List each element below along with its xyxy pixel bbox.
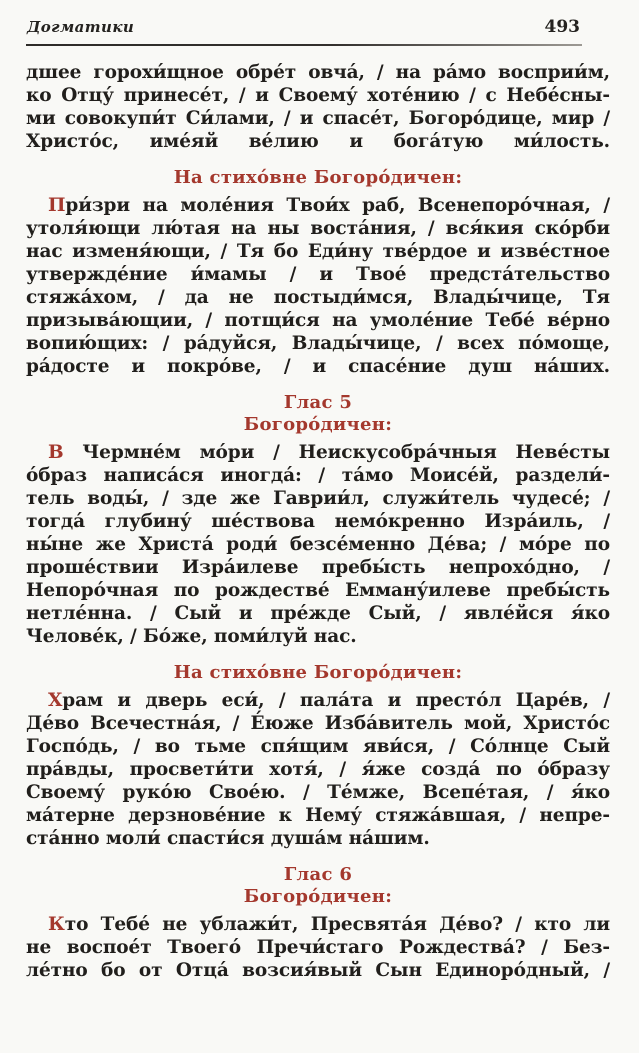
hymn-paragraph — [26, 689, 610, 850]
heading-line: На стихо́вне Богоро́дичен: — [173, 167, 463, 188]
heading-line: Богоро́дичен: — [243, 886, 393, 907]
text-line: При́зри на моле́ния Твои́х раб, Всенепоро́чная, / — [48, 195, 610, 216]
heading-line: Богоро́дичен: — [243, 414, 393, 435]
text-line: тель воды́, / зде же Гаврии́л, служи́тель чудесе́; / — [26, 488, 610, 509]
text-line: ны́не же Христа́ роди́ безсе́менно Де́ва; / мо́ре по — [26, 534, 610, 555]
section-heading — [26, 662, 610, 684]
text-line: нетле́нна. / Сый и пре́жде Сый, / явле́йся я́ко — [26, 603, 610, 624]
red-initial-letter: П — [48, 195, 66, 216]
hymn-paragraph — [26, 441, 610, 648]
text-line: Своему́ руко́ю Свое́ю. / Те́мже, Всепе́тая, / я́ко — [26, 782, 610, 803]
text-line: нас изменя́ющи, / Тя бо Еди́ну тве́рдое и изве́стное — [26, 241, 610, 262]
text-line: о́браз написа́ся иногда́: / та́мо Моисе́й, раздели́- — [26, 465, 610, 486]
hymn-paragraph — [26, 194, 610, 378]
text-line: Храм и дверь еси́, / пала́та и престо́л Царе́в, / — [48, 690, 610, 711]
heading-line: Глас 6 — [283, 864, 353, 885]
hymn-paragraph — [26, 61, 610, 153]
red-initial-letter: Х — [48, 690, 63, 711]
text-line: проше́ствии Изра́илеве пребы́сть непрохо́дно, / — [26, 557, 610, 578]
text-line: Кто Тебе́ не ублажи́т, Пресвята́я Де́во? / кто ли — [48, 914, 610, 935]
text-line: Госпо́дь, / во тьме спя́щим яви́ся, / Со́лнце Сый — [26, 736, 610, 757]
text-line: ко Отцу́ принесе́т, / и Своему́ хоте́нию / с Небе́сны- — [26, 85, 610, 106]
text-line: ра́досте и покро́ве, / и спасе́ние душ на́ших. — [26, 356, 610, 377]
text-line: вопию́щих: / ра́дуйся, Влады́чице, / всех по́моще, — [26, 333, 610, 354]
text-line: пра́вды, просвети́ти хотя́, / я́же созда́ по о́бразу — [26, 759, 610, 780]
text-line: стяжа́хом, / да не постыди́мся, Влады́чице, Тя — [26, 287, 610, 308]
text-line: Челове́к, / Бо́же, поми́луй нас. — [26, 626, 357, 647]
text-line: В Чермне́м мо́ри / Неискусобра́чныя Неве́сты — [48, 442, 610, 463]
text-line: тогда́ глубину́ ше́ствова немо́кренно Изра́иль, / — [26, 511, 610, 532]
text-line: ле́тно бо от Отца́ возсия́вый Сын Единоро́дный, / — [26, 960, 610, 981]
text-line: Христо́с, име́яй ве́лию и бога́тую ми́лость. — [26, 131, 610, 152]
section-heading — [26, 392, 610, 436]
text-line: ма́терне дерзнове́ние к Нему́ стяжа́вшая, / непре- — [26, 805, 610, 826]
text-line: дшее горохи́щное обре́т овча́, / на ра́мо восприи́м, — [26, 62, 610, 83]
heading-line: На стихо́вне Богоро́дичен: — [173, 662, 463, 683]
text-block — [26, 61, 610, 982]
page-header — [26, 17, 610, 37]
text-line: ми совокупи́т Си́лами, / и спасе́т, Богоро́дице, мир / — [26, 108, 610, 129]
running-title: Догматики — [27, 18, 135, 36]
section-heading — [26, 167, 610, 189]
text-line: Де́во Всечестна́я, / Е́юже Изба́витель мой, Христо́с — [26, 713, 610, 734]
page-number: 493 — [544, 17, 580, 37]
text-line: не воспое́т Твоего́ Пречи́стаго Рождества́? / Без- — [26, 937, 610, 958]
red-initial-letter: К — [48, 914, 65, 935]
text-line: Непоро́чная по рождестве́ Емману́илеве пребы́сть — [26, 580, 610, 601]
text-line: утвержде́ние и́мамы / и Твое́ предста́тельство — [26, 264, 610, 285]
text-line: ста́нно моли́ спасти́ся душа́м на́шим. — [26, 828, 430, 849]
header-rule — [26, 44, 582, 46]
text-line: утоля́ющи лю́тая на ны воста́ния, / вся́кия ско́рби — [26, 218, 610, 239]
text-line: призыва́ющии, / потщи́ся на умоле́ние Тебе́ ве́рно — [26, 310, 610, 331]
heading-line: Глас 5 — [283, 392, 353, 413]
red-initial-letter: В — [48, 442, 64, 463]
section-heading — [26, 864, 610, 908]
hymn-paragraph — [26, 913, 610, 982]
